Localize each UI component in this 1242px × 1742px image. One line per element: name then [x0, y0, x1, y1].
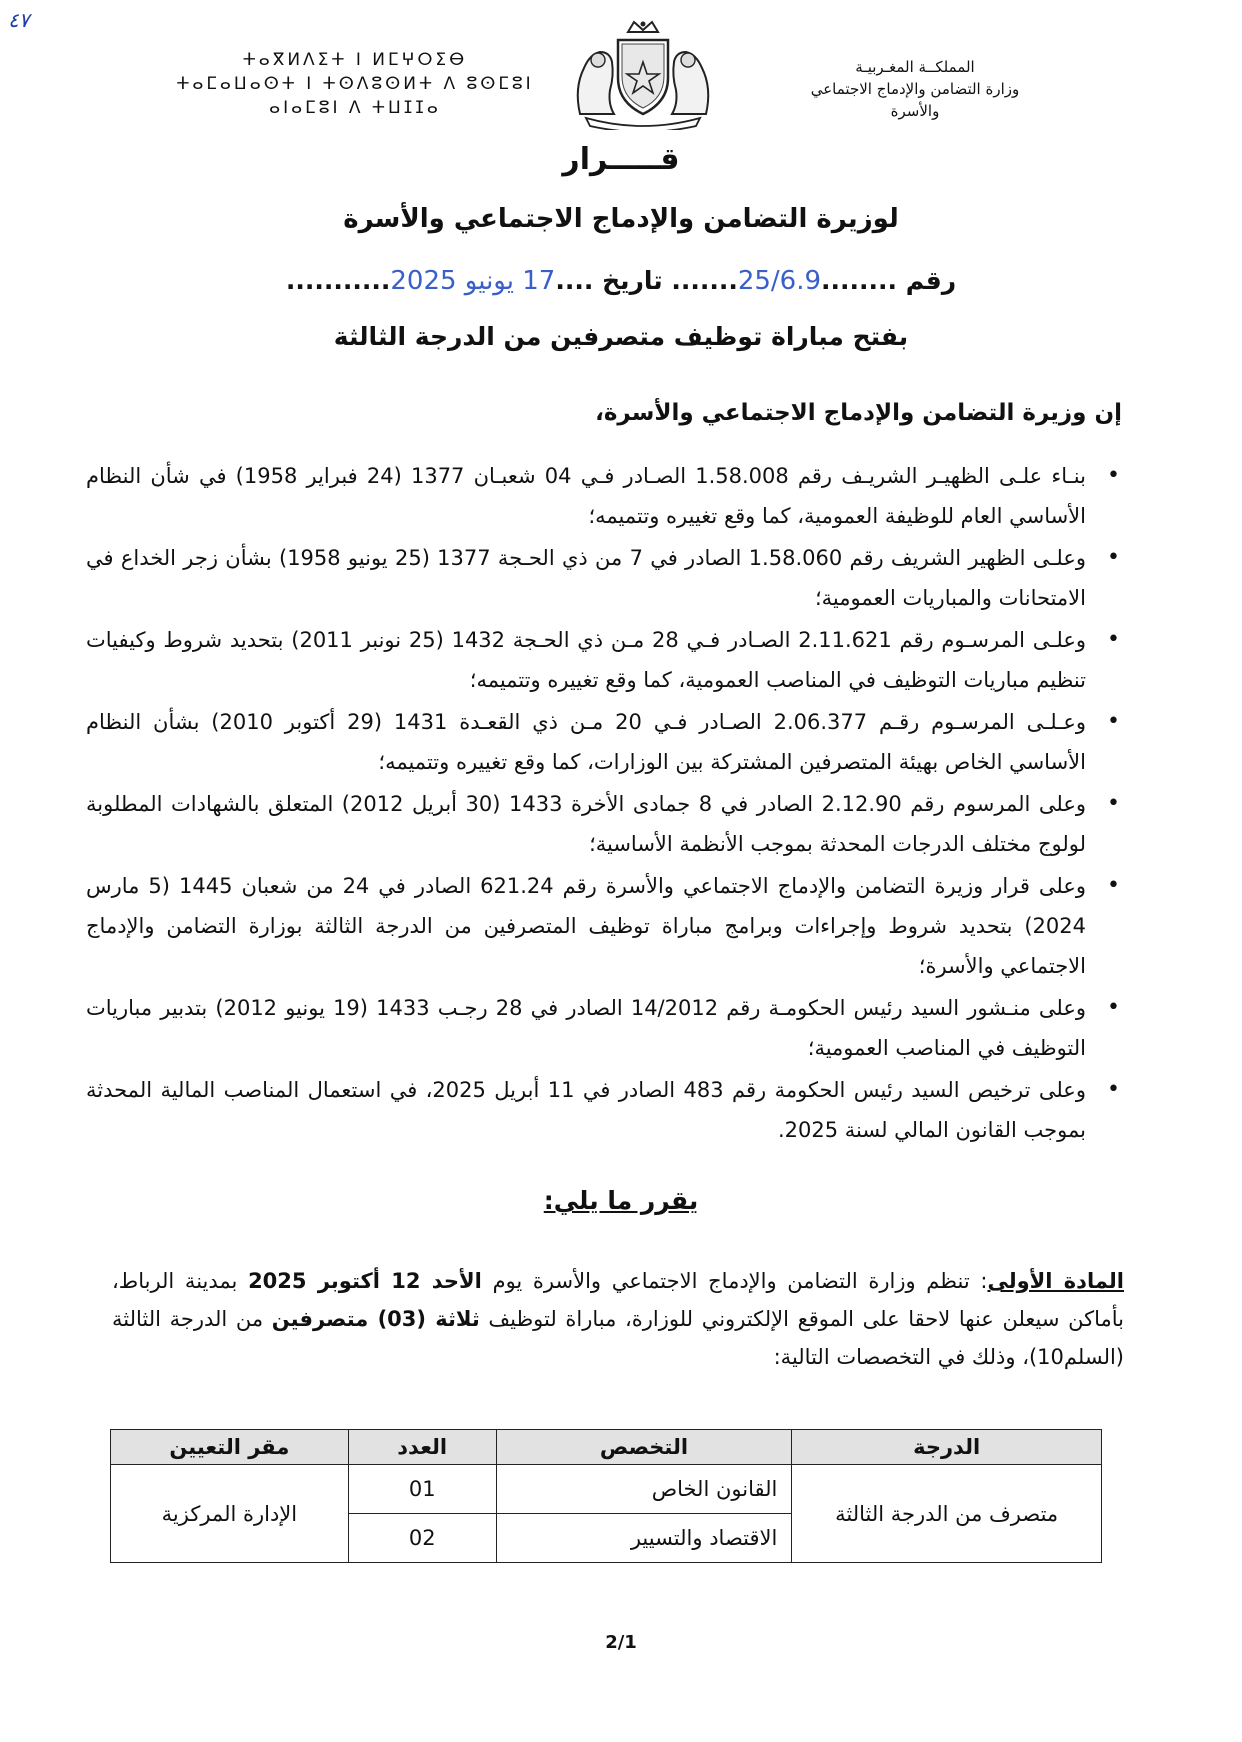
tifinagh-line-3: ⴰⵏⴰⵎⵓⵏ ⴷ ⵜⵡⵊⵊⴰ	[269, 98, 441, 118]
article-text-part1: : تنظم وزارة التضامن والإدماج الاجتماعي والأسرة يوم	[481, 1269, 988, 1293]
header-ministry: وزارة التضامن والإدماج الاجتماعي	[810, 80, 1020, 98]
legal-basis-item: • وعلـى المرسـوم رقم 2.11.621 الصـادر فـي 28 مـن ذي الحـجة 1432 (25 نونبر 2011) بتحديد شروط وكيفيات تنظيم مباريات التوظيف في المناصب العمومية، كما وقع تغييره وتتميمه؛	[86, 620, 1086, 700]
article-label: المادة الأولى	[987, 1269, 1125, 1293]
legal-basis-item: • بنـاء علـى الظهيـر الشريـف رقم 1.58.008 الصـادر فـي 04 شعبـان 1377 (24 فبراير 1958) في شأن النظام الأساسي العام للوظيفة العمومية، كما وقع تغييره وتتميمه؛	[86, 456, 1086, 536]
decides-text: يقرر ما يلي:	[543, 1186, 699, 1215]
count-cell: 02	[348, 1514, 496, 1563]
preamble-intro: إن وزيرة التضامن والإدماج الاجتماعي والأسرة،	[595, 400, 1122, 426]
exam-date: الأحد 12 أكتوبر 2025	[248, 1269, 482, 1293]
reference-number-stamp: 25/6.9	[737, 266, 822, 296]
header-kingdom: المملكــة المغـربيـة	[855, 58, 975, 76]
specialty-cell: القانون الخاص	[496, 1465, 792, 1514]
document-type: قـــــرار	[562, 142, 680, 177]
issuer-title: لوزيرة التضامن والإدماج الاجتماعي والأسرة	[343, 204, 899, 234]
col-header-specialty: التخصص	[496, 1430, 792, 1465]
reference-date-label: تاريخ	[602, 266, 663, 295]
positions-table	[110, 1429, 1102, 1563]
decision-subject: بفتح مباراة توظيف متصرفين من الدرجة الثالثة	[333, 322, 909, 351]
legal-basis-item: • وعلى قرار وزيرة التضامن والإدماج الاجتماعي والأسرة رقم 621.24 الصادر في 24 من شعبان 1445 (5 مارس 2024) بتحديد شروط وإجراءات وبرامج مباراة توظيف المتصرفين من الدرجة الثالثة بوزارة التضامن والإدماج الاجتماعي والأسرة؛	[86, 866, 1086, 986]
col-header-grade: الدرجة	[792, 1430, 1102, 1465]
legal-basis-item: • وعلى ترخيص السيد رئيس الحكومة رقم 483 الصادر في 11 أبريل 2025، في استعمال المناصب المالية المحدثة بموجب القانون المالي لسنة 2025.	[86, 1070, 1086, 1150]
legal-basis-item: • وعـلـى المرسـوم رقـم 2.06.377 الصـادر فـي 20 مـن ذي القعـدة 1431 (29 أكتوبر 2010) بشأن النظام الأساسي الخاص بهيئة المتصرفين المشتركة بين الوزارات، كما وقع تغييره وتتميمه؛	[86, 702, 1086, 782]
header-tifinagh	[160, 48, 550, 120]
page-number: 2/1	[605, 1632, 637, 1653]
col-header-count: العدد	[348, 1430, 496, 1465]
legal-basis-item: • وعلـى الظهير الشريف رقم 1.58.060 الصادر في 7 من ذي الحـجة 1377 (25 يونيو 1958) بشأن زجر الخداع في الامتحانات والمباريات العمومية؛	[86, 538, 1086, 618]
coat-of-arms-emblem	[566, 18, 720, 134]
positions-count: ثلاثة (03) متصرفين	[271, 1307, 480, 1331]
reference-date-stamp: 17 يونيو 2025	[390, 266, 556, 296]
legal-basis-list	[86, 456, 1124, 1152]
reference-line: رقم ........25/6.9....... تاريخ ....17 يونيو 2025...........	[285, 266, 957, 296]
handwritten-page-mark: ٤٧	[8, 8, 30, 32]
reference-number-label: رقم	[905, 266, 957, 295]
count-cell: 01	[348, 1465, 496, 1514]
legal-basis-item: • وعلى منـشور السيد رئيس الحكومـة رقم 14/2012 الصادر في 28 رجـب 1433 (19 يونيو 2012) بتدبير مباريات التوظيف في المناصب العمومية؛	[86, 988, 1086, 1068]
header-arabic	[730, 56, 1100, 122]
table-row	[111, 1465, 1102, 1514]
location-cell: الإدارة المركزية	[111, 1465, 349, 1563]
grade-cell: متصرف من الدرجة الثالثة	[792, 1465, 1102, 1563]
col-header-location: مقر التعيين	[111, 1430, 349, 1465]
tifinagh-line-2: ⵜⴰⵎⴰⵡⴰⵙⵜ ⵏ ⵜⵙⴷⵓⵙⵍⵜ ⴷ ⵓⵙⵎⵓⵏ	[176, 74, 534, 94]
legal-basis-item: • وعلى المرسوم رقم 2.12.90 الصادر في 8 جمادى الأخرة 1433 (30 أبريل 2012) المتعلق بالشهادات المطلوبة لولوج مختلف الدرجات المحدثة بموجب الأنظمة الأساسية؛	[86, 784, 1086, 864]
decides-heading	[0, 1186, 1242, 1215]
header-ministry-cont: والأسرة	[890, 102, 940, 120]
article-text-part3: من الدرجة الثالثة (السلم10)، وذلك في التخصصات التالية:	[112, 1307, 1124, 1369]
article-text-part2: بمدينة الرباط، بأماكن سيعلن عنها لاحقا على الموقع الإلكتروني للوزارة، مباراة لتوظيف	[112, 1269, 1124, 1331]
specialty-cell: الاقتصاد والتسيير	[496, 1514, 792, 1563]
article-one	[112, 1262, 1124, 1376]
tifinagh-line-1: ⵜⴰⴳⵍⴷⵉⵜ ⵏ ⵍⵎⵖⵔⵉⴱ	[242, 50, 468, 70]
table-header-row	[111, 1430, 1102, 1465]
